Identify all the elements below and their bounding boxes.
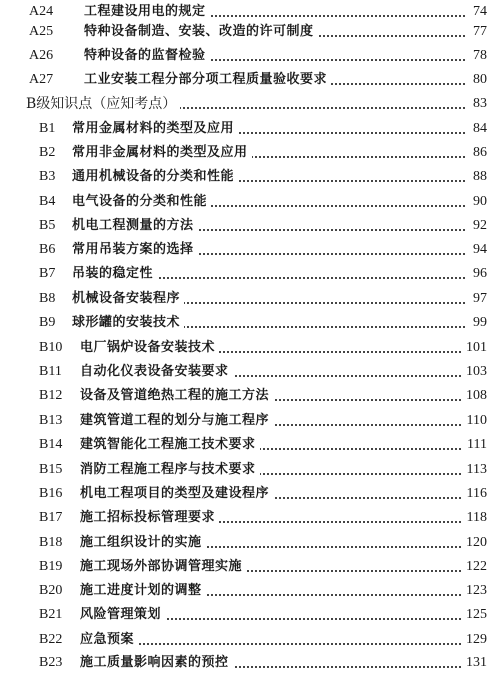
toc-entry bbox=[0, 433, 495, 457]
toc-entry-title: 吊装的稳定性 bbox=[72, 262, 157, 286]
toc-entry-code: B17 bbox=[39, 510, 63, 525]
toc-entry-code: A24 bbox=[29, 4, 54, 19]
toc-entry-title: 电气设备的分类和性能 bbox=[72, 190, 211, 214]
toc-entry-page-number: 97 bbox=[469, 287, 487, 311]
toc-section-heading bbox=[0, 92, 495, 116]
toc-entry-page-number: 116 bbox=[463, 482, 487, 506]
toc-entry bbox=[0, 555, 495, 579]
dot-leader bbox=[90, 643, 465, 645]
toc-entry bbox=[0, 531, 495, 555]
toc-entry-code: A27 bbox=[29, 72, 54, 87]
toc-entry bbox=[0, 482, 495, 506]
toc-entry-page-number: 110 bbox=[463, 409, 487, 433]
toc-entry-code: B18 bbox=[39, 535, 63, 550]
toc-entry-code: B5 bbox=[39, 218, 56, 233]
toc-entry-page-number: 129 bbox=[462, 628, 487, 652]
toc-entry-page-number: 94 bbox=[469, 238, 487, 262]
toc-entry bbox=[0, 384, 495, 408]
toc-entry-code: B20 bbox=[39, 583, 63, 598]
toc-entry-title: 机械设备安装程序 bbox=[72, 287, 184, 311]
toc-entry-title: 施工组织设计的实施 bbox=[80, 531, 206, 555]
toc-entry bbox=[0, 68, 495, 92]
toc-entry-page-number: 92 bbox=[469, 214, 487, 238]
toc-entry bbox=[0, 20, 495, 44]
toc-entry-code: B13 bbox=[39, 413, 63, 428]
toc-entry bbox=[0, 506, 495, 530]
toc-entry-title: 应急预案 bbox=[80, 628, 138, 652]
toc-entry-page-number: 90 bbox=[469, 190, 487, 214]
toc-entry-page-number: 123 bbox=[462, 579, 487, 603]
toc-entry-page-number: 83 bbox=[469, 92, 487, 116]
toc-entry bbox=[0, 458, 495, 482]
toc-entry-page-number: 125 bbox=[462, 603, 487, 627]
toc-entry-code: B19 bbox=[39, 559, 63, 574]
toc-entry-title: 常用吊装方案的选择 bbox=[72, 238, 198, 262]
toc-entry-page-number: 122 bbox=[462, 555, 487, 579]
toc-entry bbox=[0, 141, 495, 165]
toc-entry bbox=[0, 579, 495, 603]
toc-entry bbox=[0, 44, 495, 68]
toc-entry-page-number: 96 bbox=[469, 262, 487, 286]
toc-entry-code: B21 bbox=[39, 607, 63, 622]
toc-entry-title: 设备及管道绝热工程的施工方法 bbox=[80, 384, 273, 408]
toc-entry-code: B16 bbox=[39, 486, 63, 501]
toc-entry-page-number: 113 bbox=[463, 458, 487, 482]
toc-entry-code: B1 bbox=[39, 121, 56, 136]
toc-entry-title: 施工进度计划的调整 bbox=[80, 579, 206, 603]
toc-entry-title: 自动化仪表设备安装要求 bbox=[80, 360, 233, 384]
toc-entry-title: 施工现场外部协调管理实施 bbox=[80, 555, 246, 579]
toc-entry-code: B2 bbox=[39, 145, 56, 160]
toc-entry-code: B11 bbox=[39, 364, 62, 379]
toc-entry-page-number: 99 bbox=[469, 311, 487, 335]
toc-entry-code: B15 bbox=[39, 462, 63, 477]
toc-entry bbox=[0, 238, 495, 262]
toc-entry bbox=[0, 262, 495, 286]
toc-entry-page-number: 131 bbox=[462, 651, 487, 675]
toc-entry-title: 施工招标投标管理要求 bbox=[80, 506, 219, 530]
toc-entry-title: 工程建设用电的规定 bbox=[84, 0, 210, 24]
toc-entry-page-number: 111 bbox=[463, 433, 487, 457]
toc-entry-title: 建筑管道工程的划分与施工程序 bbox=[80, 409, 273, 433]
toc-entry-code: B4 bbox=[39, 194, 56, 209]
toc-entry bbox=[0, 311, 495, 335]
toc-entry bbox=[0, 165, 495, 189]
toc-entry-page-number: 80 bbox=[469, 68, 487, 92]
toc-entry-title: 通用机械设备的分类和性能 bbox=[72, 165, 238, 189]
toc-entry-title: 机电工程测量的方法 bbox=[72, 214, 198, 238]
toc-entry bbox=[0, 360, 495, 384]
toc-entry-page-number: 103 bbox=[462, 360, 487, 384]
toc-entry-page-number: 86 bbox=[469, 141, 487, 165]
section-heading-title: B级知识点（应知考点） bbox=[26, 92, 180, 116]
toc-entry-code: A25 bbox=[29, 24, 54, 39]
toc-entry-page-number: 118 bbox=[463, 506, 487, 530]
toc-entry-code: B8 bbox=[39, 291, 56, 306]
toc-entry-page-number: 74 bbox=[469, 0, 487, 24]
toc-entry-title: 特种设备的监督检验 bbox=[84, 44, 210, 68]
toc-entry bbox=[0, 287, 495, 311]
toc-entry-code: B22 bbox=[39, 632, 63, 647]
toc-entry-title: 电厂锅炉设备安装技术 bbox=[80, 336, 219, 360]
toc-entry-page-number: 108 bbox=[462, 384, 487, 408]
toc-entry-page-number: 84 bbox=[469, 117, 487, 141]
toc-entry-page-number: 101 bbox=[462, 336, 487, 360]
toc-entry bbox=[0, 603, 495, 627]
toc-entry bbox=[0, 117, 495, 141]
toc-entry-title: 常用非金属材料的类型及应用 bbox=[72, 141, 252, 165]
toc-entry-code: B23 bbox=[39, 655, 63, 670]
toc-entry-code: B12 bbox=[39, 388, 63, 403]
toc-entry-code: B10 bbox=[39, 340, 63, 355]
toc-entry bbox=[0, 409, 495, 433]
toc-entry-page-number: 120 bbox=[462, 531, 487, 555]
toc-entry-code: B9 bbox=[39, 315, 56, 330]
toc-entry-title: 消防工程施工程序与技术要求 bbox=[80, 458, 260, 482]
toc-entry-code: B6 bbox=[39, 242, 56, 257]
toc-entry bbox=[0, 628, 495, 652]
toc-entry-code: A26 bbox=[29, 48, 54, 63]
toc-entry bbox=[0, 190, 495, 214]
toc-entry-page-number: 77 bbox=[469, 20, 487, 44]
toc-entry-page-number: 88 bbox=[469, 165, 487, 189]
toc-entry-title: 施工质量影响因素的预控 bbox=[80, 651, 233, 675]
toc-entry-title: 风险管理策划 bbox=[80, 603, 165, 627]
toc-entry-code: B14 bbox=[39, 437, 63, 452]
toc-entry-code: B3 bbox=[39, 169, 56, 184]
toc-entry-title: 常用金属材料的类型及应用 bbox=[72, 117, 238, 141]
toc-entry-title: 建筑智能化工程施工技术要求 bbox=[80, 433, 260, 457]
toc-entry-title: 球形罐的安装技术 bbox=[72, 311, 184, 335]
toc-entry bbox=[0, 214, 495, 238]
toc-entry-code: B7 bbox=[39, 266, 56, 281]
toc-entry-title: 机电工程项目的类型及建设程序 bbox=[80, 482, 273, 506]
toc-entry-title: 工业安装工程分部分项工程质量验收要求 bbox=[84, 68, 331, 92]
toc-entry-title: 特种设备制造、安装、改造的许可制度 bbox=[84, 20, 318, 44]
toc-entry bbox=[0, 336, 495, 360]
toc-entry-page-number: 78 bbox=[469, 44, 487, 68]
toc-entry bbox=[0, 651, 495, 675]
